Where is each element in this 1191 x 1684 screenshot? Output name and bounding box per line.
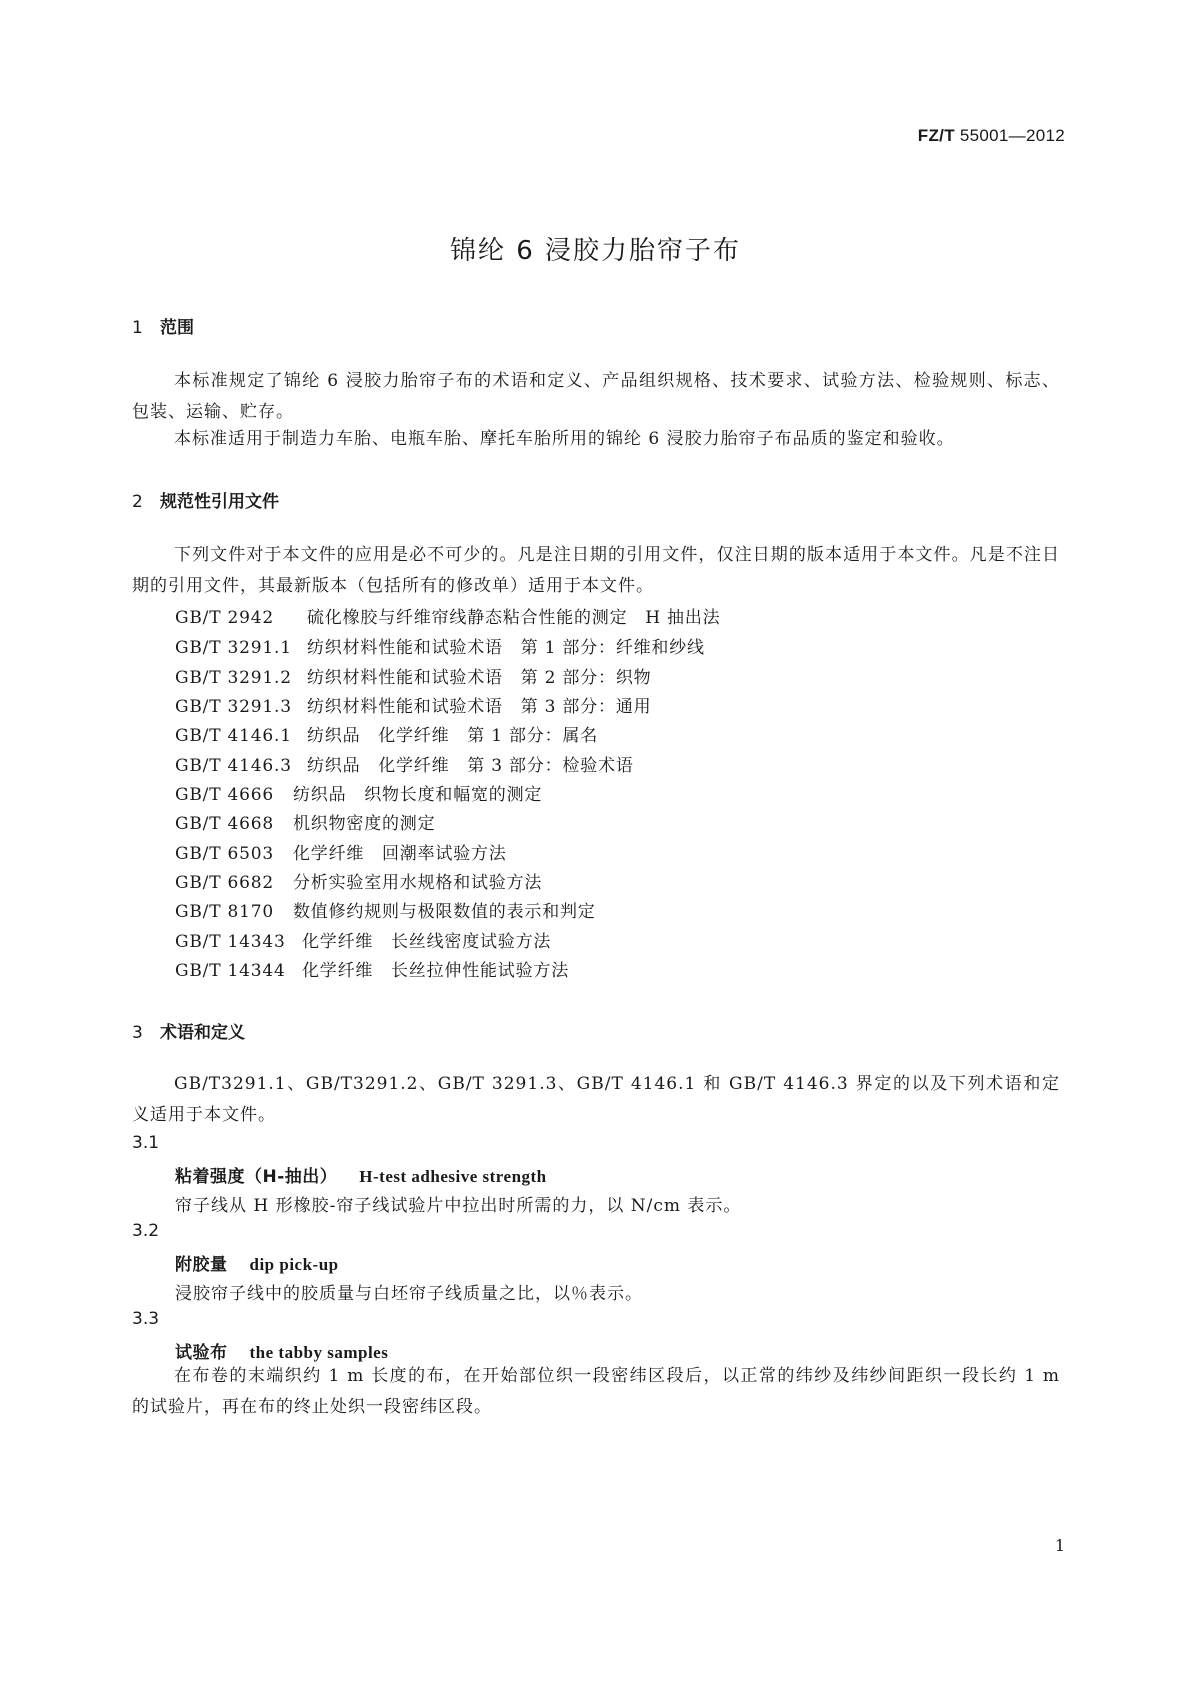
reference-item bbox=[175, 809, 435, 834]
reference-code: GB/T 6682 bbox=[175, 873, 275, 893]
reference-code: GB/T 3291.2 bbox=[175, 668, 292, 688]
reference-code: GB/T 3291.3 bbox=[175, 697, 292, 717]
reference-code: GB/T 4666 bbox=[175, 785, 275, 805]
term-chinese: 粘着强度（H-抽出） bbox=[175, 1167, 338, 1187]
term-chinese: 附胶量 bbox=[175, 1255, 228, 1275]
section-title: 规范性引用文件 bbox=[160, 492, 279, 512]
section-2-heading bbox=[132, 487, 279, 512]
reference-title: 纺织品 化学纤维 第 1 部分：属名 bbox=[307, 726, 599, 746]
reference-title: 化学纤维 长丝拉伸性能试验方法 bbox=[302, 961, 569, 981]
reference-item bbox=[175, 603, 720, 628]
reference-code: GB/T 14343 bbox=[175, 932, 286, 952]
reference-code: GB/T 8170 bbox=[175, 902, 275, 922]
subsection-number: 3.1 bbox=[132, 1133, 160, 1153]
reference-title: 纺织品 化学纤维 第 3 部分：检验术语 bbox=[307, 756, 634, 776]
reference-title: 分析实验室用水规格和试验方法 bbox=[293, 873, 543, 893]
paragraph: GB/T3291.1、GB/T3291.2、GB/T 3291.3、GB/T 4146.1 和 GB/T 4146.3 界定的以及下列术语和定义适用于本文件。 bbox=[132, 1074, 1060, 1125]
section-title: 范围 bbox=[160, 318, 194, 338]
reference-title: 硫化橡胶与纤维帘线静态粘合性能的测定 H 抽出法 bbox=[307, 608, 721, 628]
standard-code: 55001—2012 bbox=[959, 126, 1065, 145]
reference-item bbox=[175, 751, 634, 776]
section-number: 3 bbox=[132, 1023, 143, 1043]
reference-item bbox=[175, 633, 705, 658]
reference-item bbox=[175, 927, 551, 952]
reference-item bbox=[175, 897, 596, 922]
section-title: 术语和定义 bbox=[160, 1023, 245, 1043]
reference-code: GB/T 3291.1 bbox=[175, 638, 292, 658]
reference-title: 纺织材料性能和试验术语 第 1 部分：纤维和纱线 bbox=[307, 638, 705, 658]
term-english: dip pick-up bbox=[249, 1255, 339, 1274]
standard-prefix: FZ/T bbox=[917, 126, 955, 145]
reference-code: GB/T 2942 bbox=[175, 608, 275, 628]
standard-number bbox=[918, 126, 1065, 146]
paragraph: 下列文件对于本文件的应用是必不可少的。凡是注日期的引用文件，仅注日期的版本适用于本文件。凡是不注日期的引用文件，其最新版本（包括所有的修改单）适用于本文件。 bbox=[132, 545, 1060, 596]
reference-title: 纺织材料性能和试验术语 第 2 部分：织物 bbox=[307, 668, 652, 688]
reference-item bbox=[175, 839, 507, 864]
term-english: H-test adhesive strength bbox=[359, 1167, 547, 1186]
section-number: 1 bbox=[132, 318, 143, 338]
term-definition: 帘子线从 H 形橡胶-帘子线试验片中拉出时所需的力，以 N/cm 表示。 bbox=[175, 1196, 742, 1216]
paragraph: 本标准适用于制造力车胎、电瓶车胎、摩托车胎所用的锦纶 6 浸胶力胎帘子布品质的鉴定和验收。 bbox=[174, 429, 955, 449]
reference-title: 机织物密度的测定 bbox=[293, 814, 436, 834]
reference-code: GB/T 6503 bbox=[175, 844, 275, 864]
reference-code: GB/T 4668 bbox=[175, 814, 275, 834]
reference-code: GB/T 14344 bbox=[175, 961, 286, 981]
reference-title: 纺织材料性能和试验术语 第 3 部分：通用 bbox=[307, 697, 652, 717]
reference-item bbox=[175, 956, 569, 981]
reference-title: 化学纤维 长丝线密度试验方法 bbox=[302, 932, 552, 952]
term-definition: 浸胶帘子线中的胶质量与白坯帘子线质量之比，以％表示。 bbox=[175, 1284, 643, 1304]
paragraph: 本标准规定了锦纶 6 浸胶力胎帘子布的术语和定义、产品组织规格、技术要求、试验方法、检验规则、标志、包装、运输、贮存。 bbox=[132, 371, 1060, 422]
reference-item bbox=[175, 868, 542, 893]
term-entry bbox=[175, 1250, 339, 1275]
term-definition: 在布卷的末端织约 1 m 长度的布，在开始部位织一段密纬区段后，以正常的纬纱及纬纱间距织一段长约 1 m 的试验片，再在布的终止处织一段密纬区段。 bbox=[132, 1366, 1060, 1417]
reference-code: GB/T 4146.1 bbox=[175, 726, 292, 746]
section-3-heading bbox=[132, 1018, 245, 1043]
section-number: 2 bbox=[132, 492, 143, 512]
reference-code: GB/T 4146.3 bbox=[175, 756, 292, 776]
reference-title: 数值修约规则与极限数值的表示和判定 bbox=[293, 902, 596, 922]
reference-title: 纺织品 织物长度和幅宽的测定 bbox=[293, 785, 543, 805]
document-title: 锦纶 6 浸胶力胎帘子布 bbox=[449, 236, 742, 266]
term-chinese: 试验布 bbox=[175, 1343, 228, 1363]
term-english: the tabby samples bbox=[249, 1343, 389, 1362]
subsection-number: 3.2 bbox=[132, 1221, 160, 1241]
term-entry bbox=[175, 1162, 547, 1187]
page-number: 1 bbox=[1054, 1536, 1065, 1555]
section-1-heading bbox=[132, 313, 194, 338]
term-entry bbox=[175, 1338, 388, 1363]
reference-item bbox=[175, 663, 651, 688]
reference-item bbox=[175, 721, 598, 746]
subsection-number: 3.3 bbox=[132, 1309, 160, 1329]
reference-item bbox=[175, 692, 651, 717]
reference-title: 化学纤维 回潮率试验方法 bbox=[293, 844, 507, 864]
reference-item bbox=[175, 780, 542, 805]
